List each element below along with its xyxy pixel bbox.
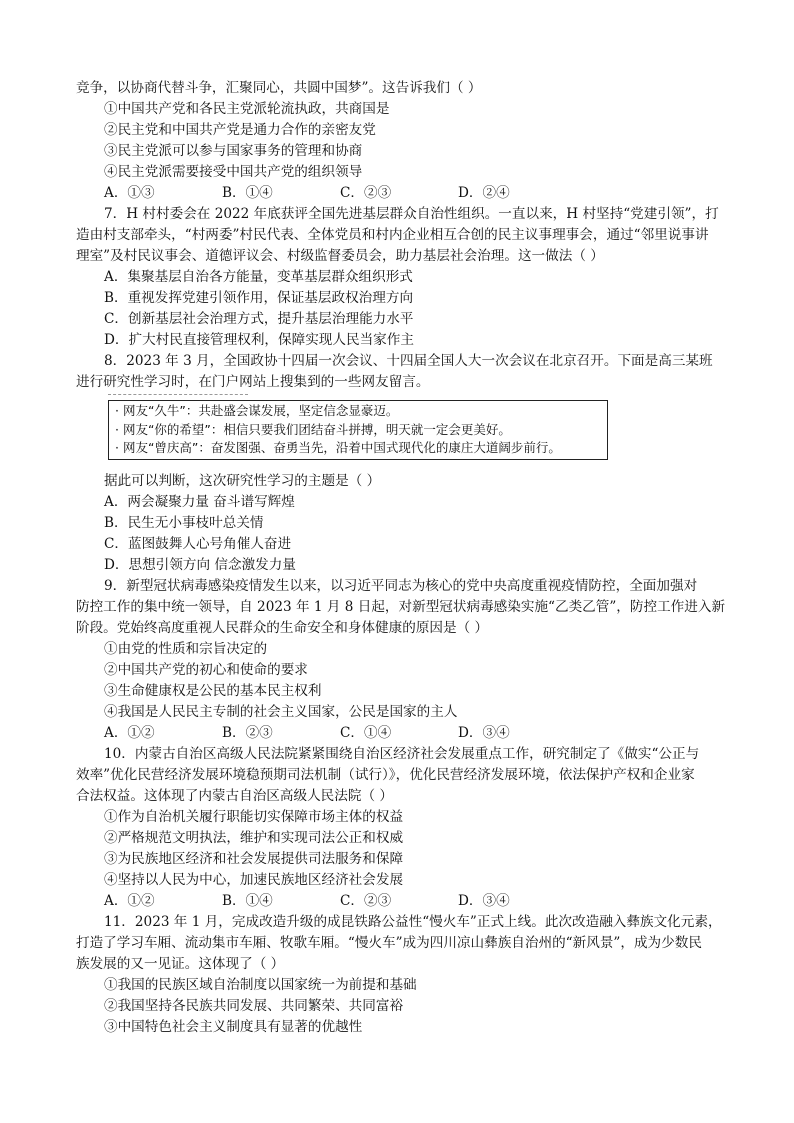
text-line: B．重视发挥党建引领作用，保证基层政权治理方向 [104, 290, 414, 306]
option-item: D．②④ [458, 185, 510, 201]
text-line: 合法权益。这体现了内蒙古自治区高级人民法院（ ） [76, 788, 393, 804]
text-line: 11．2023 年 1 月，完成改造升级的成昆铁路公益性“慢火车”正式上线。此次改造融入彝族文化元素， [104, 914, 722, 930]
text-line: 效率”优化民营经济发展环境稳预期司法机制（试行）》，优化民营经济发展环境，依法保护产权和企业家 [76, 767, 695, 783]
quote-box-top-edge [108, 394, 248, 399]
comment-1: · 网友“久牛”：共赴盛会谋发展，坚定信念显豪迈。 [115, 403, 399, 418]
option-item: A．①② [104, 725, 155, 741]
text-line: 造由村支部牵头，“村两委”村民代表、全体党员和村内企业相互合创的民主议事理事会，通过“邻里说事讲 [76, 227, 709, 243]
comment-2: · 网友“你的希望”：相信只要我们团结奋斗拼搏，明天就一定会更美好。 [115, 421, 511, 437]
text-line: 进行研究性学习时，在门户网站上搜集到的一些网友留言。 [76, 374, 430, 390]
text-line: 打造了学习车厢、流动集市车厢、牧歌车厢。“慢火车”成为四川凉山彝族自治州的“新风景”，成为少数民 [76, 935, 702, 951]
text-line: 理室”及村民议事会、道德评议会、村级监督委员会，助力基层社会治理。这一做法（ ） [76, 248, 604, 264]
text-line: 10．内蒙古自治区高级人民法院紧紧围绕自治区经济社会发展重点工作，研究制定了《做实“公正与 [104, 746, 700, 762]
text-line: A．集聚基层自治各方能量，变革基层群众组织形式 [104, 269, 413, 285]
text-line: ①作为自治机关履行职能切实保障市场主体的权益 [104, 809, 404, 825]
text-line: ③中国特色社会主义制度具有显著的优越性 [104, 1019, 363, 1035]
text-line: 8．2023 年 3 月，全国政协十四届一次会议、十四届全国人大一次会议在北京召开。下面是高三某班 [104, 353, 713, 369]
text-line: ①由党的性质和宗旨决定的 [104, 641, 268, 657]
text-line: ②我国坚持各民族共同发展、共同繁荣、共同富裕 [104, 998, 404, 1014]
option-item: B．②③ [222, 725, 273, 741]
text-line: 9．新型冠状病毒感染疫情发生以来，以习近平同志为核心的党中央高度重视疫情防控，全面加强对 [104, 578, 698, 594]
text-line: ②严格规范文明执法，维护和实现司法公正和权威 [104, 830, 404, 846]
option-row [104, 183, 584, 204]
text-line: ③民主党派可以参与国家事务的管理和协商 [104, 143, 363, 159]
option-item: B．①④ [222, 185, 273, 201]
text-line: ②中国共产党的初心和使命的要求 [104, 662, 308, 678]
option-row [104, 891, 584, 912]
text-line: 防控工作的集中统一领导，自 2023 年 1 月 8 日起，对新型冠状病毒感染实施“乙类乙管”，防控工作进入新 [76, 599, 726, 615]
option-item: D．③④ [458, 893, 510, 909]
text-line: 7．H 村村委会在 2022 年底获评全国先进基层群众自治性组织。一直以来，H 村坚持“党建引领”，打 [104, 206, 719, 222]
text-line: D．思想引领方向 信念激发力量 [104, 557, 296, 573]
text-line: 据此可以判断，这次研究性学习的主题是（ ） [104, 473, 381, 489]
option-item: D．③④ [458, 725, 510, 741]
option-row [104, 723, 584, 744]
option-item: A．①② [104, 893, 155, 909]
text-line: 竞争，以协商代替斗争，汇聚同心，共圆中国梦”。这告诉我们（ ） [76, 80, 482, 96]
text-line: ③为民族地区经济和社会发展提供司法服务和保障 [104, 851, 404, 867]
text-line: B．民生无小事枝叶总关情 [104, 515, 264, 531]
text-line: ①我国的民族区域自治制度以国家统一为前提和基础 [104, 977, 417, 993]
text-line: ②民主党和中国共产党是通力合作的亲密友党 [104, 122, 376, 138]
text-line: 阶段。党始终高度重视人民群众的生命安全和身体健康的原因是（ ） [76, 620, 489, 636]
text-line: C．蓝图鼓舞人心号角催人奋进 [104, 536, 292, 552]
option-item: C．②③ [340, 893, 392, 909]
text-line: 族发展的又一见证。这体现了（ ） [76, 956, 285, 972]
option-item: C．①④ [340, 725, 392, 741]
option-item: C．②③ [340, 185, 392, 201]
comment-3: · 网友“曾庆高”：奋发图强、奋勇当先，沿着中国式现代化的康庄大道阔步前行。 [115, 440, 561, 455]
text-line: ④坚持以人民为中心，加速民族地区经济社会发展 [104, 872, 404, 888]
text-line: ③生命健康权是公民的基本民主权利 [104, 683, 322, 699]
text-line: A．两会凝聚力量 奋斗谱写辉煌 [104, 494, 295, 510]
text-line: ④我国是人民民主专制的社会主义国家，公民是国家的主人 [104, 704, 458, 720]
text-line: ①中国共产党和各民主党派轮流执政，共商国是 [104, 101, 390, 117]
text-line: ④民主党派需要接受中国共产党的组织领导 [104, 164, 363, 180]
text-line: D．扩大村民直接管理权利，保障实现人民当家作主 [104, 332, 414, 348]
option-item: A．①③ [104, 185, 155, 201]
text-line: C．创新基层社会治理方式，提升基层治理能力水平 [104, 311, 414, 327]
option-item: B．①④ [222, 893, 273, 909]
netizen-comments-box [108, 400, 608, 460]
